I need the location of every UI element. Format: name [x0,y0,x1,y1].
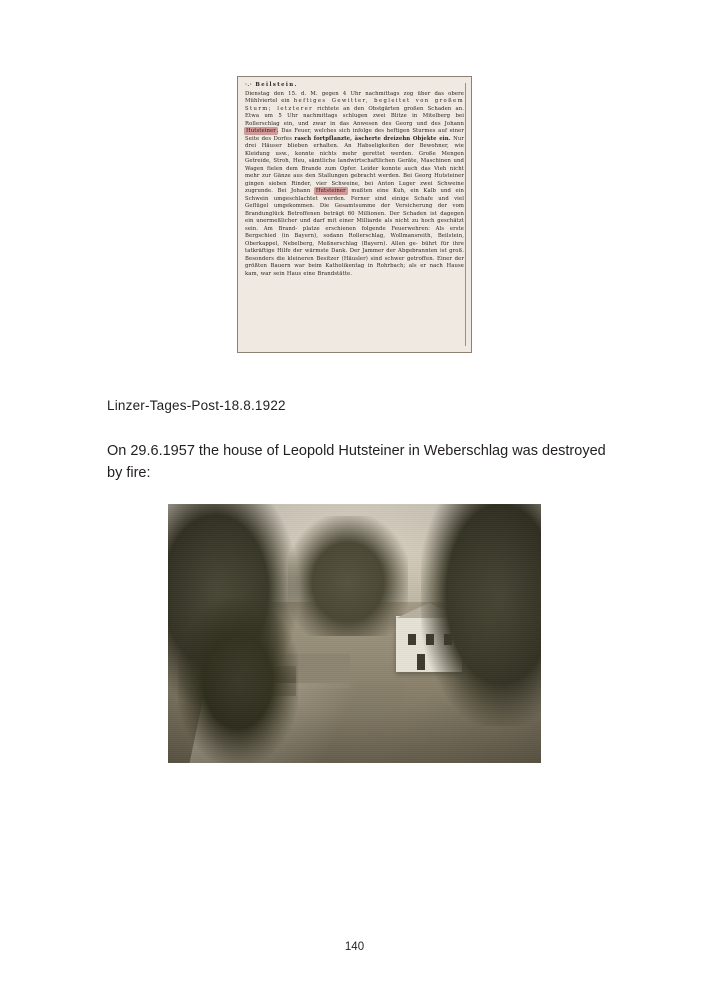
clipping-line: mehr zur Gänze aus den Stallungen gebracht werden. Bei [245,173,413,180]
clipping-line: infolge des heftigen Sturmes auf einer Seite des Dorfes [245,128,464,142]
clipping-highlight-2: Hutsteiner [315,188,346,195]
clipping-line: (in Bayern), sodann Rollerschlag, Wollmansreith, Beilstein, [281,233,465,240]
clipping-line: Dienstag den 15. d. M. gegen 4 Uhr [245,90,362,97]
clipping-place: Beilstein. [255,82,298,88]
clipping-line: Geflügel umgekommen. Die Gesamtsumme der Versicherung [245,203,433,210]
clipping-line: Georg Hutsteiner gingen sieben Rinder, vier Schweine, [245,173,464,187]
historic-photograph [168,504,541,763]
page-number: 140 [344,941,365,953]
clipping-column-rule [465,83,466,346]
photo-vignette [168,504,541,763]
clipping-line: Bewohner, wie Kleidung usw., konnte nichts mehr gerettet [245,143,465,157]
clipping-line: platze erschienen folgende Feuerwehren: Als erste Bergschied [245,225,464,240]
clipping-line: Nur drei Häuser blieben erhalten. An Habseligkeiten der [245,135,465,150]
clipping-line: bei Anton Luger zwei Schweine zugrunde. Bei Johann [245,180,464,195]
clipping-line: der vom Brandunglück Betroffenen beträgt 60 Millionen. [245,203,465,217]
clipping-line-17-post: mußten eine Kuh, ein Kalb und ein Schwein [245,188,464,202]
clipping-line: bei Rollerschlag ein, und zwar in das Anwesen des Georg [245,113,464,127]
clipping-highlight-1: Hutsteiner [246,128,276,135]
clipping-line-6-pre: und des Johann [416,120,464,127]
clipping-headline [245,82,464,90]
clipping-line: Besitzer (Häusler) sind schwer getroffen. Einer der größten [245,255,465,270]
clipping-line-6-post: . Das Feuer, welches sich [276,128,351,135]
clipping-line: umgeschlachtet werden. Ferner sind einige Schafe und viel [273,195,464,202]
clipping-line: Oberkappel, Nebelberg, Meßnerschlag (Bayern). Allen ge- [245,240,418,247]
clipping-text [245,82,464,278]
clipping-line: werden. Große Mengen Getreide, Stroh, Heu, sämtliche [245,150,465,165]
clipping-line: Der Schaden ist dagegen ein unermeßlicher und darf mit [245,210,464,225]
clipping-header-dots: ·.· [245,82,253,88]
clipping-line: bührt für ihre tatkräftige Hilfe der wärmste Dank. Der [245,240,464,255]
clipping-line: heftiges Gewitter, begleitet von großem Sturm; letzterer [245,98,465,112]
clipping-line: Hause kam, war sein Haus eine Brandstätte. [245,263,465,277]
newspaper-clipping [237,76,472,353]
clipping-line: Bauern war beim Katholikentag in Rohrbach; als er nach [270,263,443,270]
clipping-line: dem Brande zum Opfer. Leider konnte auch das Vieh nicht [286,165,464,172]
clipping-line: nachmittags zog über das obere Mühlviertel ein [245,90,465,105]
clipping-line: richtete an den Obstgärten großen Schaden an. Etwa um [245,105,465,120]
clipping-line: 5 Uhr nachmittags schlugen zwei Blitze in Mitelberg [278,113,451,120]
clipping-line: rasch fortpflanzte, äscherte dreizehn Objekte ein. [294,135,451,142]
clipping-line: Jammer der Abgebrannten ist groß. Besonders die kleineren [245,248,464,262]
body-paragraph: On 29.6.1957 the house of Leopold Hutsteiner in Weberschlag was destroyed by fire: [107,443,606,482]
source-caption: Linzer-Tages-Post-18.8.1922 [107,398,286,413]
clipping-line: landwirtschaftlichen Geräte, Maschinen und Wagen fielen [245,158,464,172]
clipping-line: einer Milliarde als nicht zu hoch geschätzt sein. Am Brand- [245,218,464,232]
